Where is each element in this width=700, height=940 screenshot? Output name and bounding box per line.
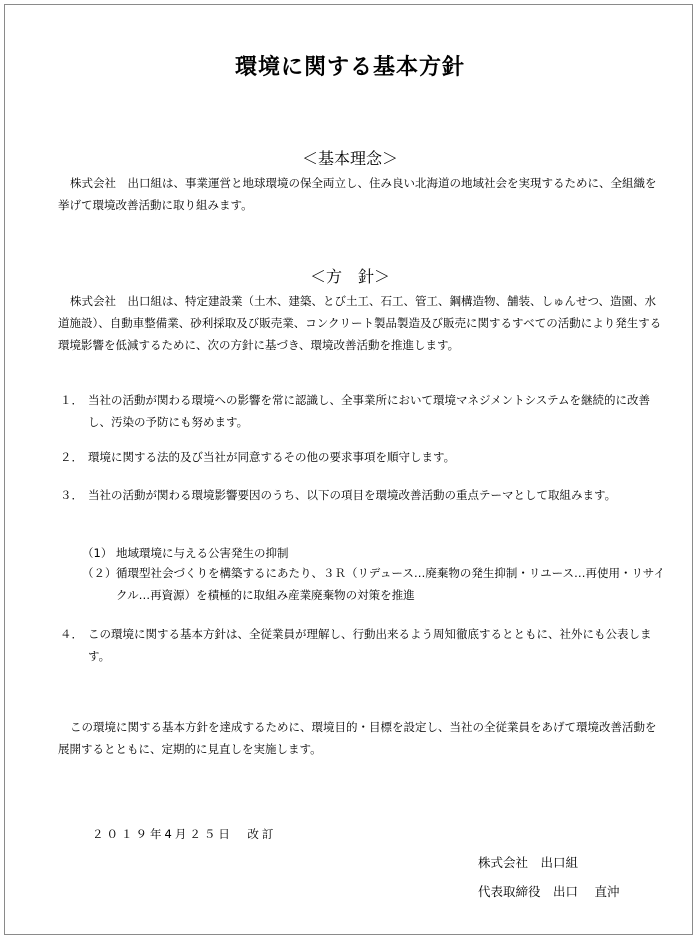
- basic-philosophy-heading: ＜基本理念＞: [301, 149, 398, 168]
- closing-statement: この環境に関する基本方針を達成するために、環境目的・目標を設定し、当社の全従業員をあげて環境改善活動を展開するとともに、定期的に見直しを実施します。: [58, 720, 657, 756]
- policy-item-text: 当社の活動が関わる環境への影響を常に認識し、全事業所において環境マネジメントシステムを継続的に改善し、汚染の予防にも努めます。: [88, 393, 650, 429]
- policy-sub-item-number: （1）: [82, 546, 113, 560]
- policy-item-number: ２．: [60, 450, 83, 464]
- policy-item-number: ３．: [60, 488, 83, 502]
- policy-item-4: [60, 623, 666, 667]
- representative-signature: 代表取締役 出口 直沖: [478, 884, 620, 899]
- policy-item-2: [60, 446, 666, 468]
- policy-sub-item-2: [82, 562, 672, 606]
- document-border: [4, 4, 693, 935]
- policy-heading: ＜方 針＞: [309, 267, 390, 286]
- policy-item-text: この環境に関する基本方針は、全従業員が理解し、行動出来るよう周知徹底するとともに、社外にも公表します。: [88, 627, 652, 663]
- policy-intro-text: 株式会社 出口組は、特定建設業（土木、建築、とび土工、石工、管工、鋼構造物、舗装、しゅんせつ、造園、水道施設）、自動車整備業、砂利採取及び販売業、コンクリート製品製造及び販売に関するすべての活動により発生する環境影響を低減するために、次の方針に基づき、環境改善活動を推進します。: [58, 294, 662, 352]
- policy-sub-item-1: [82, 542, 672, 564]
- company-name: 株式会社 出口組: [478, 855, 579, 870]
- policy-sub-item-number: （２）: [82, 566, 117, 580]
- policy-item-3: [60, 484, 666, 506]
- revision-date: ２０１９年4月２５日 改訂: [92, 827, 277, 841]
- policy-item-1: [60, 389, 666, 433]
- basic-philosophy-text: 株式会社 出口組は、事業運営と地球環境の保全両立し、住み良い北海道の地域社会を実現するために、全組織を挙げて環境改善活動に取り組みます。: [58, 176, 657, 212]
- policy-item-text: 当社の活動が関わる環境影響要因のうち、以下の項目を環境改善活動の重点テーマとして取組みます。: [88, 488, 617, 502]
- policy-sub-item-text: 循環型社会づくりを構築するにあたり、３Ｒ（リデュース…廃棄物の発生抑制・リユース…再使用・リサイクル…再資源）を積極的に取組み産業廃棄物の対策を推進: [116, 566, 666, 602]
- policy-sub-item-text: 地域環境に与える公害発生の抑制: [116, 546, 289, 560]
- policy-item-number: １．: [60, 393, 83, 407]
- policy-item-text: 環境に関する法的及び当社が同意するその他の要求事項を順守します。: [88, 450, 456, 464]
- policy-item-number: ４．: [60, 627, 83, 641]
- document-title: 環境に関する基本方針: [234, 55, 465, 80]
